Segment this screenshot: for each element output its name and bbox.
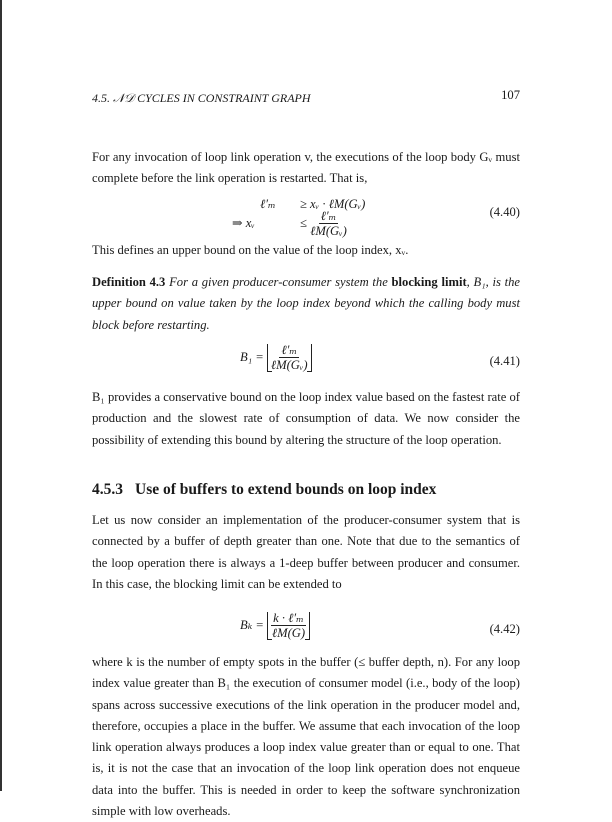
definition-text: For a given producer-consumer system the [169,275,388,289]
fraction [310,210,347,238]
definition-term: blocking limit [391,275,467,289]
denominator: ℓM(Gᵥ) [310,224,347,238]
definition-text: , B₁, is the upper bound on value taken by the loop index beyond which the calling body must block before restarting. [92,275,520,332]
eq-lhs: ℓ′ₘ [260,197,276,211]
numerator: k · ℓ′ₘ [273,611,304,625]
equation-4-41 [92,340,520,380]
eq-rhs: ≥ xᵥ · ℓM(Gᵥ) [300,197,366,211]
eq-lhs: B₁ = [240,349,264,364]
paragraph: B₁ provides a conservative bound on the loop index value based on the fastest rate of production and the slowest rate of consumption of data. We now consider the possibility of extending this bound by altering the structure of the loop operation. [92,390,520,447]
paragraph: For any invocation of loop link operation v, the executions of the loop body Gᵥ must complete before the link operation is restarted. That is, [92,150,520,186]
equation-number: (4.42) [489,622,520,636]
floor-bracket [267,612,310,640]
paragraph: where k is the number of empty spots in the buffer (≤ buffer depth, n). For any loop index value greater than B₁ the execution of consumer model (i.e., body of the loop) spans across successive executions of the link operation in the producer model and, therefore, occupies a place in the buffer. We assume that each invocation of the loop link operation always produces a loop index value greater than or equal to one. That is, it is not the case that an invocation of the loop link operation does not enqueue data into the buffer. This is needed in order to keep the software synchronization simple with low overheads. [92,655,520,819]
paragraph: This defines an upper bound on the value of the loop index, xᵥ. [92,243,409,257]
numerator: ℓ′ₘ [281,343,298,357]
numerator: ℓ′ₘ [320,209,337,223]
definition [92,272,520,336]
section-title: Use of buffers to extend bounds on loop index [135,481,437,498]
equation-number: (4.40) [489,205,520,219]
section-number: 4.5.3 [92,481,123,498]
page-edge [0,0,2,791]
eq-lhs: ⇒ xᵥ [232,215,255,230]
denominator: ℓM(G) [271,626,306,640]
equation-4-42 [92,608,520,650]
running-header: 4.5. 𝒩𝒟 CYCLES IN CONSTRAINT GRAPH [92,91,311,105]
denominator: ℓM(Gᵥ) [270,358,308,372]
floor-bracket [267,344,312,372]
paragraph: Let us now consider an implementation of the producer-consumer system that is connected by a buffer of depth greater than one. Note that due to the semantics of the loop operation there is always a 1-deep buffer between producer and consumer. In this case, the blocking limit can be extended to [92,513,520,591]
page-number: 107 [501,88,520,102]
eq-lhs: Bₖ = [240,617,264,632]
section-heading [92,481,448,499]
equation-4-40 [92,196,520,240]
definition-label: Definition 4.3 [92,275,166,289]
equation-number: (4.41) [489,354,520,368]
eq-relation: ≤ [300,215,307,230]
